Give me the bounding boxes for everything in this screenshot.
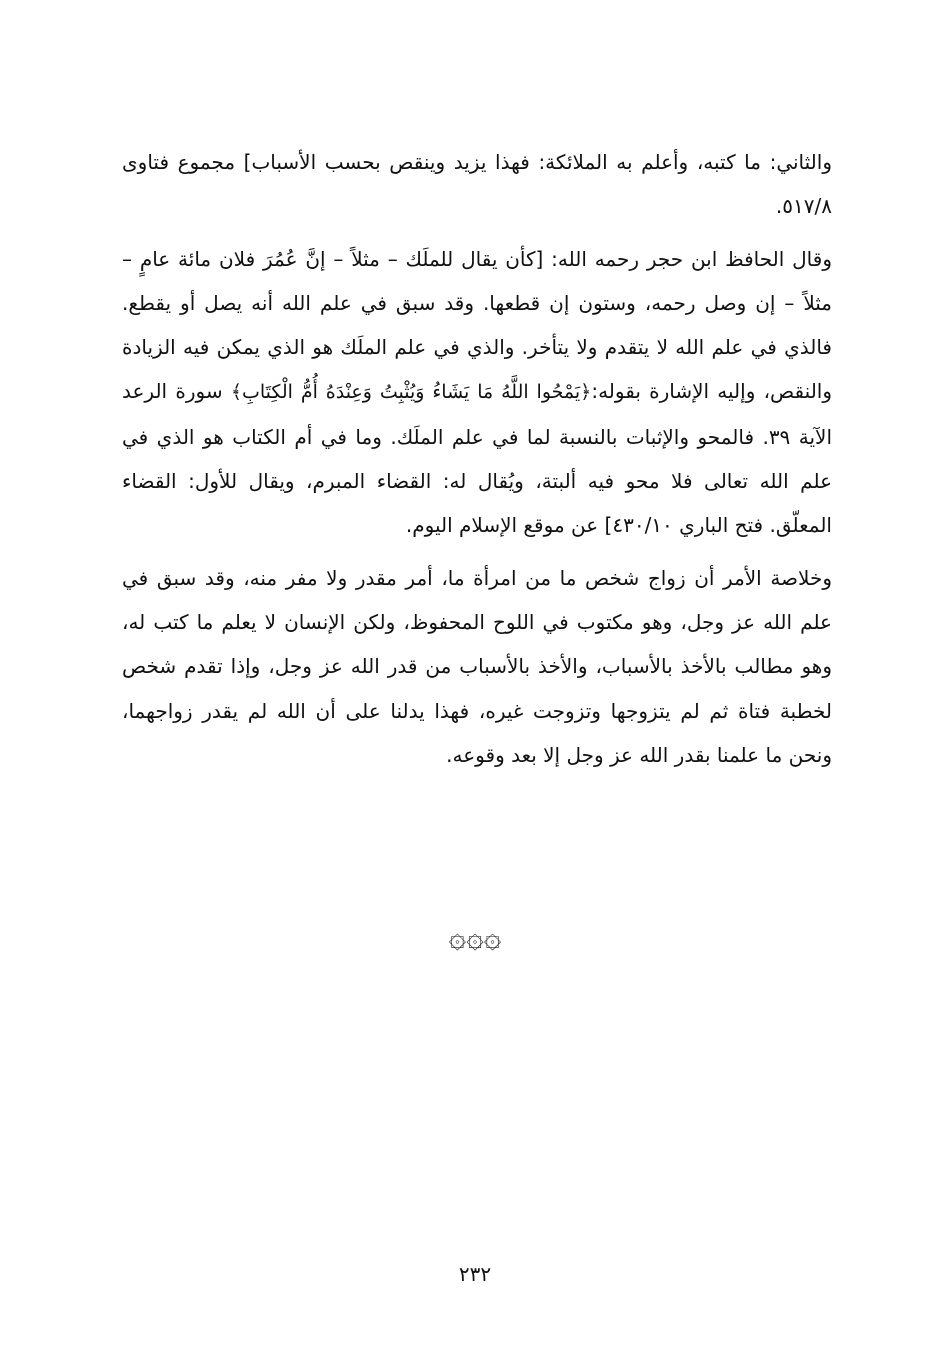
paragraph-conclusion bbox=[122, 556, 832, 777]
paragraph-1-text: والثاني: ما كتبه، وأعلم به الملائكة: فهذا يزيد وينقص بحسب الأسباب] مجموع فتاوى ٥١٧/٨. bbox=[122, 150, 832, 219]
paragraph-fatawa-quote bbox=[122, 140, 832, 229]
page-number: ٢٣٢ bbox=[458, 1262, 492, 1286]
paragraph-ibn-hajar-quote bbox=[122, 237, 832, 548]
section-end-ornament: ۞۞۞ bbox=[448, 920, 502, 955]
paragraph-2-text-end: سورة الرعد الآية ٣٩. فالمحو والإثبات بالنسبة لما في علم الملَك. وما في أم الكتاب هو الذي في علم الله تعالى فلا محو فيه ألبتة، ويُقال له: القضاء المبرم، ويقال للأول: القضاء المعلّق. فتح الباري ٤٣٠/١٠] عن موقع الإسلام اليوم. bbox=[122, 379, 832, 538]
paragraph-3-text: وخلاصة الأمر أن زواج شخص ما من امرأة ما، أمر مقدر ولا مفر منه، وقد سبق في علم الله عز وجل، وهو مكتوب في اللوح المحفوظ، ولكن الإنسان لا يعلم ما كتب له، وهو مطالب بالأخذ بالأسباب، والأخذ بالأسباب من قدر الله عز وجل، وإذا تقدم شخص لخطبة فتاة ثم لم يتزوجها وتزوجت غيره، فهذا يدلنا على أن الله لم يقدر زواجهما، ونحن ما علمنا بقدر الله عز وجل إلا بعد وقوعه. bbox=[122, 565, 832, 767]
quran-verse: ﴿يَمْحُوا اللَّهُ مَا يَشَاءُ وَيُثْبِتُ وَعِنْدَهُ أُمُّ الْكِتَابِ﴾ bbox=[230, 381, 592, 404]
body-text bbox=[122, 140, 832, 777]
paragraph-2-text-start: وقال الحافظ ابن حجر رحمه الله: [كأن يقال للملَك – مثلاً – إنَّ عُمُرَ فلان مائة عامٍ – مثلاً – إن وصل رحمه، وستون إن قطعها. وقد سبق في علم الله أنه يصل أو يقطع. فالذي في علم الله لا يتقدم ولا يتأخر. والذي في علم الملَك هو الذي يمكن فيه الزيادة والنقص، وإليه الإشارة بقوله: bbox=[122, 246, 833, 404]
